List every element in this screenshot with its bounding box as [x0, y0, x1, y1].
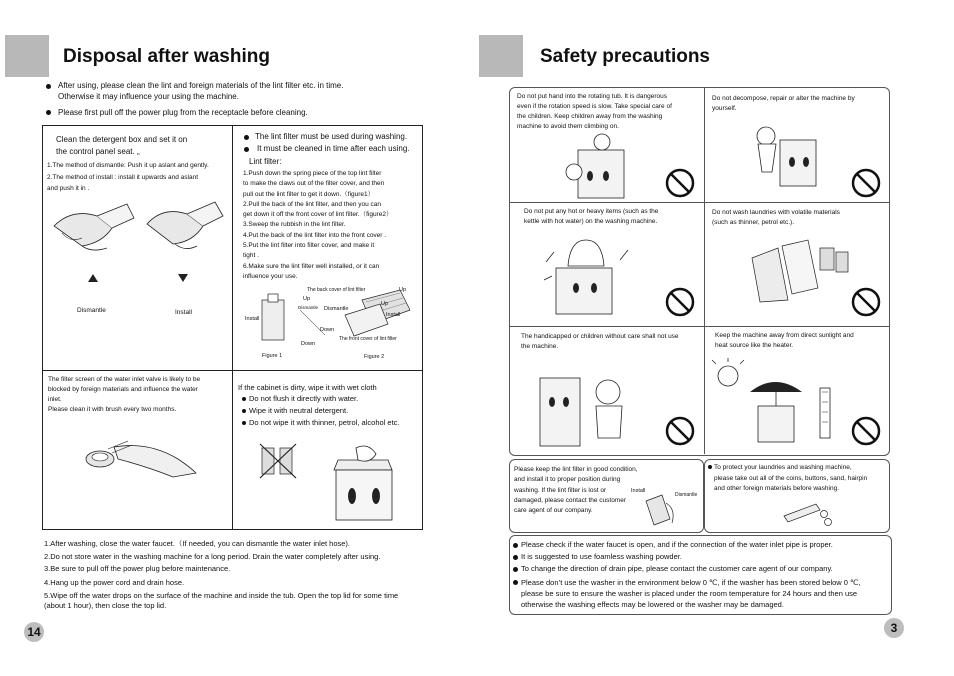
note-2: It is suggested to use foamless washing powder. [521, 552, 682, 561]
repair-machine-illustration [752, 122, 822, 192]
note-3: To change the direction of drain pipe, please contact the customer care agent of our company. [521, 564, 833, 573]
sunlight-heater-illustration [710, 362, 840, 444]
fig-back-cover-label: The back cover of lint filter [307, 287, 366, 293]
lint-filter-figure [250, 290, 420, 360]
safety-cell-6-text: Keep the machine away from direct sunlight and heat source like the heater. [715, 332, 854, 349]
safety-cell-2-text: Do not decompose, repair or alter the machine by yourself. [712, 95, 855, 112]
arrow-icon [176, 272, 190, 284]
safety-vline [704, 88, 705, 454]
brush-cleaning-illustration [78, 437, 198, 487]
figure2-caption: Figure 2 [364, 354, 385, 360]
after-wash-item-2: 2.Do not store water in the washing machine for a long period. Drain the water completely after using. [44, 552, 381, 561]
grid-vline [232, 125, 233, 529]
safety-cell-5-text: The handicapped or children without care shall not use the machine. [521, 333, 679, 350]
right-page-number: 3 [884, 618, 904, 638]
prohibited-icon [851, 416, 881, 446]
fig-up-label: Up [303, 296, 311, 302]
inlet-filter-text: The filter screen of the water inlet valve is likely to be blocked by foreign materials and influence the water inlet. Please clean it with brush every two months. [48, 376, 201, 413]
fig-down-label: Down [320, 327, 335, 333]
detergent-install-illustration [145, 198, 225, 258]
lint-care-text: Please keep the lint filter in good condition, and install it to proper position during washing. If the lint filter is lost or damaged, please contact the customer care agent of our company. [514, 466, 638, 515]
lint-care-install-label: Install [631, 488, 646, 494]
figure1-caption: Figure 1 [262, 353, 283, 359]
cabinet-bullet-text-1: Do not flush it directly with water. [249, 394, 359, 403]
kettle-on-machine-illustration [540, 232, 630, 317]
left-page-number: 14 [24, 622, 44, 642]
left-page-title: Disposal after washing [63, 46, 270, 67]
cabinet-bullet-text-2: Wipe it with neutral detergent. [249, 406, 349, 415]
left-header-block [5, 35, 49, 77]
cabinet-wipe-illustration [258, 438, 398, 524]
lint-care-dismantle-label: Dismantle [675, 492, 698, 498]
coins-bullet [708, 465, 712, 469]
right-header-block [479, 35, 523, 77]
fig-install-label: Install [245, 316, 260, 322]
cabinet-bullet [242, 421, 246, 425]
lint-bullet [244, 147, 249, 152]
after-wash-item-3: 3.Be sure to pull off the power plug before maintenance. [44, 564, 231, 573]
cabinet-bullet-text-3: Do not wipe it with thinner, petrol, alcohol etc. [249, 418, 400, 427]
notes-bullet [513, 555, 518, 560]
safety-hline [510, 202, 889, 203]
lint-filter-steps: 1.Push down the spring piece of the top lint filter to make the claws out of the filter cover, and then pull out the lint filter to get it down.（figure1） 2.Pull the back of the lint filter, and then you can get down it off the front cover of lint filter.（figure2） 3.Sweep the rubbish in the lint filter. 4.Put the back of the lint filter into the front cover . 5.Put the lint filter into filter cover, and make it tight . 6.Make sure the lint filter well installed, or it can influence your use. [243, 170, 393, 280]
lint-filter-hand-illustration [640, 493, 680, 529]
safety-cell-1-text: Do not put hand into the rotating tub. It is dangerous even if the rotation speed is slow. Take special care of the children. Keep children away from the washing machine to avoid them climbing on. [517, 93, 672, 130]
notes-bullet [513, 580, 518, 585]
cabinet-heading: If the cabinet is dirty, wipe it with wet cloth [238, 383, 377, 392]
detergent-dismantle-illustration [52, 198, 137, 258]
cabinet-bullet [242, 409, 246, 413]
prohibited-icon [851, 168, 881, 198]
prohibited-icon [665, 416, 695, 446]
child-and-machine-illustration [538, 372, 633, 447]
intro-bullet [46, 84, 51, 89]
fig-front-cover-label: The front cover of lint filter [339, 336, 397, 342]
safety-hline [510, 326, 889, 327]
intro-text-1: After using, please clean the lint and foreign materials of the lint filter etc. in time. Otherwise it may influence your using the machine. [58, 81, 344, 101]
prohibited-icon [665, 168, 695, 198]
lint-bullet [244, 135, 249, 140]
coins-text: To protect your laundries and washing machine, please take out all of the coins, buttons, sand, hairpin and other foreign materials before washing. [714, 464, 868, 492]
after-wash-item-1: 1.After washing, close the water faucet.（If needed, you can dismantle the water inlet hose). [44, 539, 351, 548]
fig-up-label: Up [399, 287, 407, 293]
note-4: Please don’t use the washer in the environment below 0 ℃, if the washer has been stored below 0 ℃, please be sure to ensure the washer is placed under the room temperature for 24 hours and then use otherwise the washing effects may be lowered or the washer may be damaged. [521, 578, 861, 609]
detergent-box-heading: Clean the detergent box and set it on the control panel seat. „ [56, 135, 188, 156]
fig-up-label: Up [381, 301, 389, 307]
intro-text-2: Please first pull off the power plug from the receptacle before cleaning. [58, 108, 308, 117]
after-wash-item-5: 5.Wipe off the water drops on the surface of the machine and inside the tub. Open the top lid for some time (about 1 hour), then close the top lid. [44, 591, 399, 610]
prohibited-icon [851, 287, 881, 317]
detergent-box-steps: 1.The method of dismantle: Push it up aslant and gently. 2.The method of install : install it upwards and aslant and push it in . [47, 162, 209, 192]
safety-cell-4-text: Do not wash laundries with volatile materials (such as thinner, petrol etc.). [712, 209, 840, 226]
notes-bullet [513, 567, 518, 572]
fig-dismantle-label: Dismantle [324, 306, 349, 312]
lint-bullet-text-2: It must be cleaned in time after each using. [257, 144, 410, 153]
safety-cell-3-text: Do not put any hot or heavy items (such as the kettle with hot water) on the washing machine. [524, 208, 659, 225]
install-label: Install [175, 309, 192, 316]
intro-bullet [46, 110, 51, 115]
grid-hline [42, 370, 422, 371]
right-page-title: Safety precautions [540, 46, 710, 67]
dismantle-label: Dismantle [77, 307, 106, 314]
fig-install-label: Install [386, 312, 401, 318]
child-climbing-machine-illustration [560, 132, 635, 200]
fig-down-label: Down [301, 341, 316, 347]
notes-bullet [513, 543, 518, 548]
fig-dismantle-label: Dismantle [298, 305, 319, 310]
prohibited-icon [665, 287, 695, 317]
cabinet-bullet [242, 397, 246, 401]
volatile-materials-illustration [748, 238, 853, 306]
lint-filter-heading: Lint filter: [249, 157, 282, 166]
after-wash-item-4: 4.Hang up the power cord and drain hose. [44, 578, 185, 587]
arrow-icon [86, 272, 100, 284]
lint-bullet-text-1: The lint filter must be used during washing. [255, 132, 408, 141]
coins-buttons-illustration [782, 500, 837, 528]
note-1: Please check if the water faucet is open, and if the connection of the water inlet pipe is proper. [521, 540, 833, 549]
